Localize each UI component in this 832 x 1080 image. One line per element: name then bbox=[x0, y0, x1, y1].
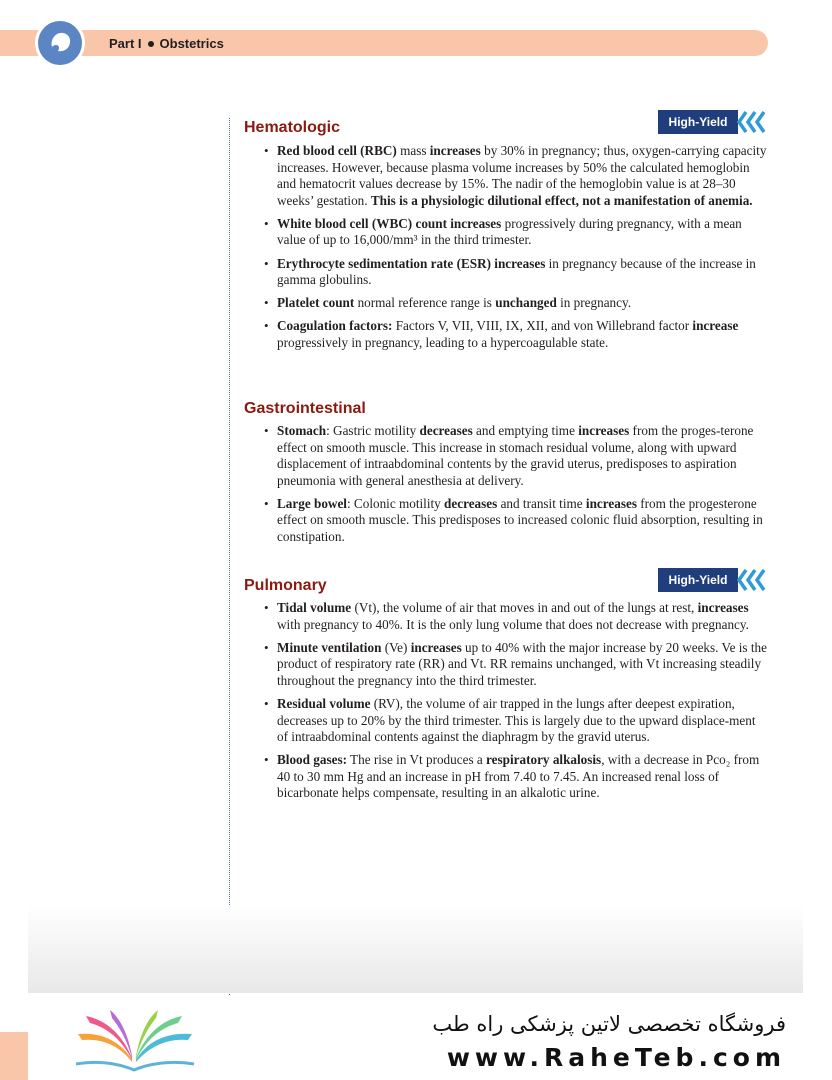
bold-text: Platelet count bbox=[277, 295, 355, 311]
obstetrics-fetus-icon bbox=[38, 21, 82, 65]
bold-text: This is a physiologic dilutional effect, not a manifestation of anemia. bbox=[370, 192, 753, 208]
body-text: Factors V, VII, VIII, IX, XII, and von Willebrand factor bbox=[392, 318, 693, 334]
chevrons-icon bbox=[736, 568, 768, 592]
hematologic-list bbox=[262, 143, 768, 358]
body-text: in pregnancy. bbox=[556, 295, 632, 311]
body-text: (Ve) bbox=[381, 639, 411, 655]
bold-text: Erythrocyte sedimentation rate (ESR) increases bbox=[277, 255, 546, 271]
body-text: by 30% in pregnancy; thus, oxygen-carrying capacity increases. However, because plasma volume increases by 50% the calculated hemoglobin and hematocrit values decrease by 15%. The nadir of the hemoglobin value is at 28–30 weeks’ gestation. bbox=[277, 143, 767, 208]
high-yield-badge bbox=[658, 568, 768, 592]
bullet-item bbox=[262, 640, 768, 690]
bullet-item bbox=[262, 423, 768, 489]
bold-text: increase bbox=[692, 318, 739, 334]
bullet-item bbox=[262, 600, 768, 633]
bold-text: Large bowel bbox=[277, 495, 347, 511]
bullet-item bbox=[262, 216, 768, 249]
high-yield-label: High-Yield bbox=[658, 110, 738, 134]
body-text: , with a decrease in Pco₂ from 40 to 30 mm Hg and an increase in pH from 7.40 to 7.45. An increased renal loss of bicarbonate helps compensate, resulting in an alkalotic urine. bbox=[277, 752, 760, 801]
bullet-item bbox=[262, 295, 768, 312]
bold-text: White blood cell (WBC) count increases bbox=[277, 215, 502, 231]
header-part: Part I bbox=[109, 36, 142, 51]
body-text: with pregnancy to 40%. It is the only lung volume that does not decrease with pregnancy. bbox=[277, 616, 749, 632]
bold-text: increases bbox=[410, 639, 462, 655]
section-title-pulmonary: Pulmonary bbox=[244, 577, 327, 594]
body-text: up to 40% with the major increase by 20 weeks. Ve is the product of respiratory rate (RR) and Vt. RR remains unchanged, with Vt increasing steadily throughout the pregnancy into the third trimester. bbox=[277, 639, 767, 688]
body-text: progressively in pregnancy, leading to a hypercoagulable state. bbox=[277, 334, 609, 350]
open-book-logo-icon bbox=[70, 1010, 200, 1072]
bold-text: Blood gases: bbox=[277, 752, 347, 768]
body-text: in pregnancy because of the increase in gamma globulins. bbox=[277, 255, 756, 288]
body-text: from the progesterone effect on smooth muscle. This predisposes to increased colonic fluid absorption, resulting in constipation. bbox=[277, 495, 763, 545]
bold-text: increases bbox=[585, 495, 637, 511]
section-title-gastrointestinal: Gastrointestinal bbox=[244, 400, 366, 417]
bullet-item bbox=[262, 696, 768, 746]
bold-text: decreases bbox=[444, 495, 498, 511]
section-title-hematologic: Hematologic bbox=[244, 119, 341, 136]
high-yield-badge bbox=[658, 110, 768, 134]
bold-text: decreases bbox=[419, 423, 473, 438]
header-title: Obstetrics bbox=[159, 36, 224, 51]
margin-dotted-rule bbox=[229, 118, 230, 995]
body-text: and transit time bbox=[497, 495, 586, 511]
body-text: mass bbox=[396, 143, 430, 158]
bold-text: respiratory alkalosis bbox=[486, 752, 602, 768]
running-header bbox=[109, 36, 224, 51]
bold-text: increases bbox=[697, 600, 749, 615]
bullet-item bbox=[262, 496, 768, 546]
bullet-item bbox=[262, 318, 768, 351]
page-edge-tab bbox=[0, 1032, 28, 1080]
high-yield-label: High-Yield bbox=[658, 568, 738, 592]
footer-url: www.RaheTeb.com bbox=[446, 1043, 786, 1072]
bottom-fade-band bbox=[28, 905, 803, 993]
header-separator-dot bbox=[148, 41, 154, 47]
bold-text: Tidal volume bbox=[277, 600, 352, 615]
bold-text: Stomach bbox=[277, 423, 327, 438]
bold-text: Coagulation factors: bbox=[277, 318, 393, 334]
body-text: : Colonic motility bbox=[346, 495, 445, 511]
gastrointestinal-list bbox=[262, 423, 768, 552]
bold-text: unchanged bbox=[495, 295, 557, 311]
bullet-item bbox=[262, 752, 768, 802]
body-text: (RV), the volume of air trapped in the lungs after deepest expiration, decreases up to 20% by the third trimester. This is largely due to the upward displace-ment of intraabdominal contents against the diaphragm by the gravid uterus. bbox=[277, 695, 756, 745]
body-text: from the proges-terone effect on smooth muscle. This increase in stomach residual volume, along with upward displacement of intraabdominal contents by the gravid uterus, predisposes to aspiration pneumonia with general anesthesia at delivery. bbox=[277, 423, 754, 488]
body-text: (Vt), the volume of air that moves in and out of the lungs at rest, bbox=[351, 600, 698, 615]
bullet-item bbox=[262, 256, 768, 289]
body-text: : Gastric motility bbox=[326, 423, 420, 438]
bullet-item bbox=[262, 143, 768, 209]
body-text: The rise in Vt produces a bbox=[346, 752, 487, 768]
chevrons-icon bbox=[736, 110, 768, 134]
body-text: progressively during pregnancy, with a mean value of up to 16,000/mm³ in the third trimester. bbox=[277, 215, 742, 248]
pulmonary-list bbox=[262, 600, 768, 809]
bold-text: increases bbox=[578, 423, 630, 438]
footer-store-name: فروشگاه تخصصی لاتین پزشکی راه طب bbox=[432, 1012, 786, 1036]
bold-text: Minute ventilation bbox=[277, 639, 382, 655]
bold-text: Residual volume bbox=[277, 695, 371, 711]
body-text: and emptying time bbox=[472, 423, 579, 438]
body-text: normal reference range is bbox=[354, 295, 496, 311]
bold-text: increases bbox=[429, 143, 481, 158]
bold-text: Red blood cell (RBC) bbox=[277, 143, 397, 158]
